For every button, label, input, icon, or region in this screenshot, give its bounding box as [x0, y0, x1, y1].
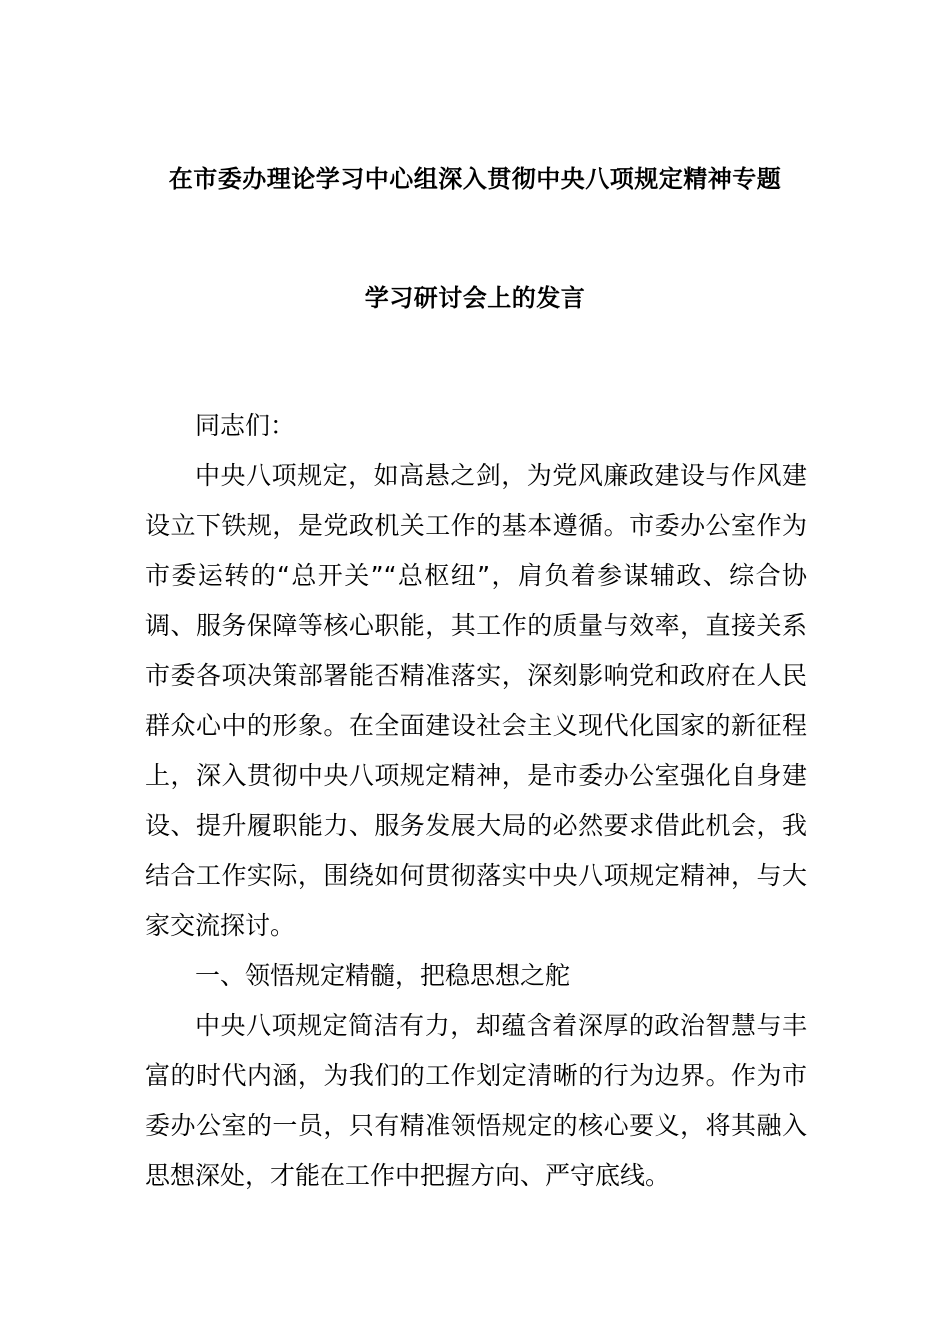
- document-title-line-2: 学习研讨会上的发言: [364, 284, 586, 312]
- section-1-paragraph: 中央八项规定简洁有力，却蕴含着深厚的政治智慧与丰富的时代内涵，为我们的工作划定清晰的行为边界。作为市委办公室的一员，只有精准领悟规定的核心要义，将其融入思想深处，才能在工作中把握方向、严守底线。: [145, 1011, 807, 1190]
- section-heading-1: 一、领悟规定精髓，把稳思想之舵: [195, 961, 571, 990]
- intro-paragraph: 中央八项规定，如高悬之剑，为党风廉政建设与作风建设立下铁规，是党政机关工作的基本遵循。市委办公室作为市委运转的“总开关”“总枢纽”，肩负着参谋辅政、综合协调、服务保障等核心职能，其工作的质量与效率，直接关系市委各项决策部署能否精准落实，深刻影响党和政府在人民群众心中的形象。在全面建设社会主义现代化国家的新征程上，深入贯彻中央八项规定精神，是市委办公室强化自身建设、提升履职能力、服务发展大局的必然要求借此机会，我结合工作实际，围绕如何贯彻落实中央八项规定精神，与大家交流探讨。: [145, 461, 807, 940]
- document-body: [145, 401, 807, 1201]
- salutation-paragraph: 同志们：: [195, 411, 296, 440]
- document-title-line-1: 在市委办理论学习中心组深入贯彻中央八项规定精神专题: [168, 165, 782, 193]
